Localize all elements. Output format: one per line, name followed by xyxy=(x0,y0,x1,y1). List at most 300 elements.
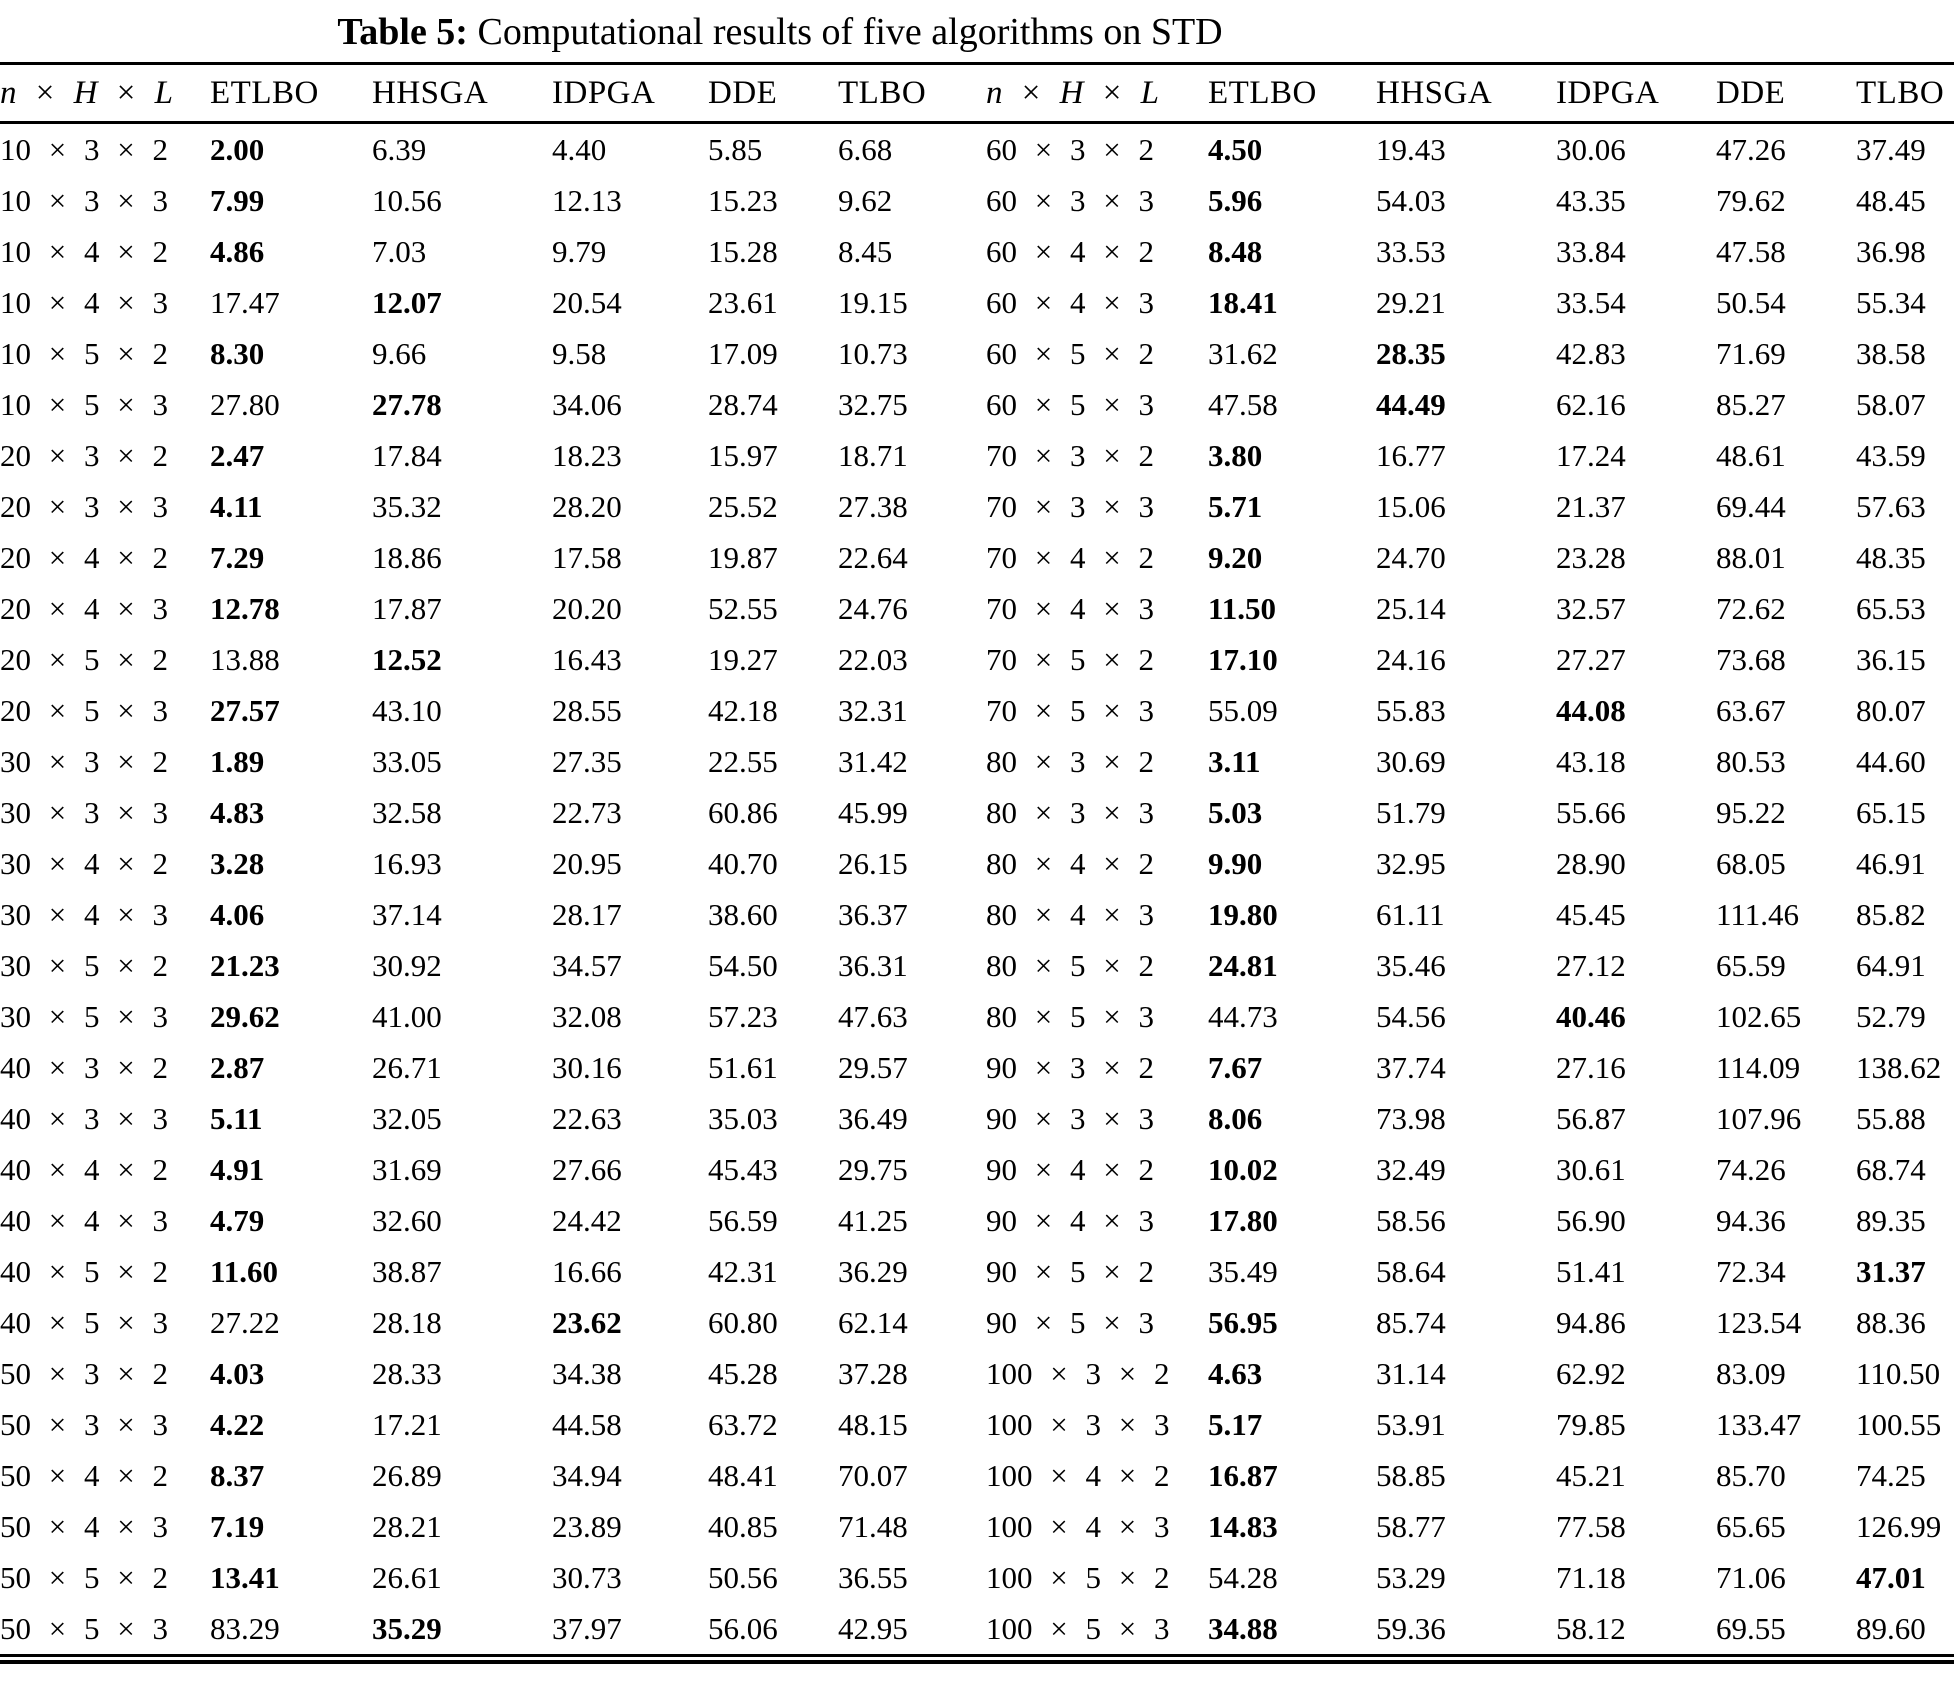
value-cell: 52.79 xyxy=(1856,998,1926,1034)
data-row xyxy=(0,175,1954,226)
value-cell: 89.35 xyxy=(1856,1202,1926,1238)
value-cell: 27.57 xyxy=(210,692,280,728)
value-cell: 16.66 xyxy=(552,1253,622,1289)
value-cell: 33.05 xyxy=(372,743,442,779)
value-cell: 21.37 xyxy=(1556,488,1626,524)
value-cell: 45.21 xyxy=(1556,1457,1626,1493)
value-cell: 45.28 xyxy=(708,1355,778,1391)
value-cell: 60.80 xyxy=(708,1304,778,1340)
value-cell: 8.30 xyxy=(210,335,265,371)
value-cell: 54.56 xyxy=(1376,998,1446,1034)
value-cell: 4.22 xyxy=(210,1406,265,1442)
value-cell: 62.14 xyxy=(838,1304,908,1340)
header-cell-algorithm: HHSGA xyxy=(372,64,552,123)
header-cell-algorithm: ETLBO xyxy=(1208,64,1376,123)
data-row xyxy=(0,532,1954,583)
value-cell: 17.47 xyxy=(210,284,280,320)
case-label-cell: 100 × 4 × 2 xyxy=(986,1457,1170,1493)
value-cell: 17.09 xyxy=(708,335,778,371)
value-cell: 30.73 xyxy=(552,1559,622,1595)
case-label-cell: 60 × 3 × 2 xyxy=(986,131,1154,167)
value-cell: 69.55 xyxy=(1716,1603,1856,1656)
value-cell: 51.61 xyxy=(708,1049,778,1085)
header-cell-algorithm: TLBO xyxy=(1856,64,1954,123)
value-cell: 4.03 xyxy=(210,1355,265,1391)
value-cell: 36.29 xyxy=(838,1253,908,1289)
data-row xyxy=(0,430,1954,481)
case-label-cell: 30 × 4 × 3 xyxy=(0,896,168,932)
value-cell: 79.85 xyxy=(1556,1406,1626,1442)
value-cell: 31.42 xyxy=(838,743,908,779)
case-label-cell: 100 × 5 × 2 xyxy=(986,1559,1170,1595)
value-cell: 4.91 xyxy=(210,1151,265,1187)
value-cell: 28.20 xyxy=(552,488,622,524)
data-row xyxy=(0,1501,1954,1552)
value-cell: 15.06 xyxy=(1376,488,1446,524)
value-cell: 22.63 xyxy=(552,1100,622,1136)
value-cell: 133.47 xyxy=(1716,1406,1802,1442)
value-cell: 12.07 xyxy=(372,284,442,320)
value-cell: 7.67 xyxy=(1208,1049,1263,1085)
data-row xyxy=(0,123,1954,176)
value-cell: 41.25 xyxy=(838,1202,908,1238)
header-cell-algorithm: IDPGA xyxy=(1556,64,1716,123)
case-label-cell: 20 × 3 × 2 xyxy=(0,437,168,473)
value-cell: 123.54 xyxy=(1716,1304,1802,1340)
value-cell: 36.31 xyxy=(838,947,908,983)
value-cell: 11.50 xyxy=(1208,590,1277,626)
value-cell: 40.46 xyxy=(1556,998,1626,1034)
case-label-cell: 60 × 4 × 2 xyxy=(986,233,1154,269)
value-cell: 95.22 xyxy=(1716,794,1786,830)
value-cell: 48.61 xyxy=(1716,437,1786,473)
case-label-cell: 30 × 5 × 3 xyxy=(0,998,168,1034)
value-cell: 2.00 xyxy=(210,131,265,167)
value-cell: 57.63 xyxy=(1856,488,1926,524)
value-cell: 5.17 xyxy=(1208,1406,1263,1442)
value-cell: 89.60 xyxy=(1856,1603,1954,1656)
value-cell: 19.27 xyxy=(708,641,778,677)
table-caption xyxy=(0,0,1954,60)
case-label-cell: 60 × 5 × 3 xyxy=(986,386,1154,422)
value-cell: 9.20 xyxy=(1208,539,1263,575)
value-cell: 7.19 xyxy=(210,1508,265,1544)
case-label-cell: 10 × 4 × 3 xyxy=(0,284,168,320)
value-cell: 32.31 xyxy=(838,692,908,728)
caption-text: Computational results of five algorithms on STD xyxy=(477,11,1223,53)
value-cell: 63.67 xyxy=(1716,692,1786,728)
value-cell: 19.43 xyxy=(1376,131,1446,167)
value-cell: 43.18 xyxy=(1556,743,1626,779)
value-cell: 4.79 xyxy=(210,1202,265,1238)
header-cell-algorithm: DDE xyxy=(1716,64,1856,123)
value-cell: 34.88 xyxy=(1208,1603,1376,1656)
value-cell: 19.80 xyxy=(1208,896,1278,932)
value-cell: 36.55 xyxy=(838,1559,908,1595)
value-cell: 58.85 xyxy=(1376,1457,1446,1493)
case-label-cell: 10 × 4 × 2 xyxy=(0,233,168,269)
value-cell: 40.85 xyxy=(708,1508,778,1544)
value-cell: 35.46 xyxy=(1376,947,1446,983)
value-cell: 71.06 xyxy=(1716,1559,1786,1595)
data-row xyxy=(0,1552,1954,1603)
value-cell: 16.93 xyxy=(372,845,442,881)
data-row xyxy=(0,1297,1954,1348)
value-cell: 12.78 xyxy=(210,590,280,626)
value-cell: 17.87 xyxy=(372,590,442,626)
value-cell: 28.35 xyxy=(1376,335,1446,371)
value-cell: 43.59 xyxy=(1856,437,1926,473)
value-cell: 94.86 xyxy=(1556,1304,1626,1340)
value-cell: 35.49 xyxy=(1208,1253,1278,1289)
value-cell: 32.95 xyxy=(1376,845,1446,881)
value-cell: 35.32 xyxy=(372,488,442,524)
value-cell: 79.62 xyxy=(1716,182,1786,218)
value-cell: 65.59 xyxy=(1716,947,1786,983)
value-cell: 44.49 xyxy=(1376,386,1446,422)
case-label-cell: 20 × 5 × 2 xyxy=(0,641,168,677)
value-cell: 32.05 xyxy=(372,1100,442,1136)
value-cell: 138.62 xyxy=(1856,1049,1942,1085)
value-cell: 3.28 xyxy=(210,845,265,881)
value-cell: 111.46 xyxy=(1716,896,1799,932)
value-cell: 114.09 xyxy=(1716,1049,1801,1085)
data-row xyxy=(0,838,1954,889)
case-label-cell: 50 × 4 × 3 xyxy=(0,1508,168,1544)
value-cell: 31.69 xyxy=(372,1151,442,1187)
case-label-cell: 80 × 3 × 2 xyxy=(986,743,1154,779)
value-cell: 5.11 xyxy=(210,1100,263,1136)
value-cell: 17.58 xyxy=(552,539,622,575)
value-cell: 64.91 xyxy=(1856,947,1926,983)
value-cell: 9.58 xyxy=(552,335,607,371)
data-row xyxy=(0,481,1954,532)
value-cell: 55.09 xyxy=(1208,692,1278,728)
value-cell: 88.01 xyxy=(1716,539,1786,575)
value-cell: 12.13 xyxy=(552,182,622,218)
case-label-cell: 100 × 4 × 3 xyxy=(986,1508,1170,1544)
value-cell: 33.54 xyxy=(1556,284,1626,320)
value-cell: 73.98 xyxy=(1376,1100,1446,1136)
value-cell: 11.60 xyxy=(210,1253,279,1289)
value-cell: 3.11 xyxy=(1208,743,1261,779)
data-row xyxy=(0,634,1954,685)
case-label-cell: 100 × 5 × 3 xyxy=(986,1603,1208,1656)
value-cell: 26.61 xyxy=(372,1559,442,1595)
case-label-cell: 50 × 3 × 2 xyxy=(0,1355,168,1391)
value-cell: 58.64 xyxy=(1376,1253,1446,1289)
value-cell: 42.18 xyxy=(708,692,778,728)
value-cell: 8.06 xyxy=(1208,1100,1263,1136)
value-cell: 32.57 xyxy=(1556,590,1626,626)
case-label-cell: 50 × 5 × 2 xyxy=(0,1559,168,1595)
value-cell: 47.01 xyxy=(1856,1559,1926,1595)
value-cell: 32.75 xyxy=(838,386,908,422)
value-cell: 28.90 xyxy=(1556,845,1626,881)
case-label-cell: 70 × 5 × 2 xyxy=(986,641,1154,677)
value-cell: 58.12 xyxy=(1556,1603,1716,1656)
value-cell: 19.15 xyxy=(838,284,908,320)
value-cell: 73.68 xyxy=(1716,641,1786,677)
value-cell: 58.77 xyxy=(1376,1508,1446,1544)
value-cell: 22.73 xyxy=(552,794,622,830)
value-cell: 55.83 xyxy=(1376,692,1446,728)
value-cell: 29.21 xyxy=(1376,284,1446,320)
value-cell: 50.56 xyxy=(708,1559,778,1595)
value-cell: 12.52 xyxy=(372,641,442,677)
value-cell: 15.97 xyxy=(708,437,778,473)
value-cell: 15.28 xyxy=(708,233,778,269)
value-cell: 53.91 xyxy=(1376,1406,1446,1442)
value-cell: 22.55 xyxy=(708,743,778,779)
value-cell: 27.66 xyxy=(552,1151,622,1187)
value-cell: 23.61 xyxy=(708,284,778,320)
header-cell-case: n × H × L xyxy=(986,64,1208,123)
value-cell: 4.06 xyxy=(210,896,265,932)
value-cell: 20.95 xyxy=(552,845,622,881)
value-cell: 55.66 xyxy=(1556,794,1626,830)
value-cell: 4.11 xyxy=(210,488,263,524)
data-row xyxy=(0,1195,1954,1246)
value-cell: 55.88 xyxy=(1856,1100,1926,1136)
value-cell: 25.14 xyxy=(1376,590,1446,626)
header-cell-algorithm: IDPGA xyxy=(552,64,708,123)
case-label-cell: 30 × 3 × 3 xyxy=(0,794,168,830)
value-cell: 65.65 xyxy=(1716,1508,1786,1544)
value-cell: 48.41 xyxy=(708,1457,778,1493)
value-cell: 9.90 xyxy=(1208,845,1263,881)
value-cell: 38.60 xyxy=(708,896,778,932)
value-cell: 6.39 xyxy=(372,131,427,167)
case-label-cell: 40 × 4 × 3 xyxy=(0,1202,168,1238)
value-cell: 15.23 xyxy=(708,182,778,218)
case-label-cell: 40 × 5 × 2 xyxy=(0,1253,168,1289)
value-cell: 22.03 xyxy=(838,641,908,677)
value-cell: 36.15 xyxy=(1856,641,1926,677)
value-cell: 42.95 xyxy=(838,1603,986,1656)
value-cell: 58.07 xyxy=(1856,386,1926,422)
value-cell: 44.08 xyxy=(1556,692,1626,728)
value-cell: 70.07 xyxy=(838,1457,908,1493)
value-cell: 56.59 xyxy=(708,1202,778,1238)
value-cell: 24.70 xyxy=(1376,539,1446,575)
value-cell: 34.94 xyxy=(552,1457,622,1493)
value-cell: 24.81 xyxy=(1208,947,1278,983)
case-label-cell: 60 × 5 × 2 xyxy=(986,335,1154,371)
value-cell: 69.44 xyxy=(1716,488,1786,524)
value-cell: 85.70 xyxy=(1716,1457,1786,1493)
value-cell: 16.87 xyxy=(1208,1457,1278,1493)
value-cell: 5.71 xyxy=(1208,488,1263,524)
value-cell: 80.07 xyxy=(1856,692,1926,728)
results-table xyxy=(0,62,1954,1657)
data-row xyxy=(0,736,1954,787)
data-row xyxy=(0,328,1954,379)
value-cell: 100.55 xyxy=(1856,1406,1942,1442)
data-row xyxy=(0,1603,1954,1656)
header-cell-case: n × H × L xyxy=(0,64,210,123)
value-cell: 25.52 xyxy=(708,488,778,524)
value-cell: 9.66 xyxy=(372,335,427,371)
case-label-cell: 90 × 5 × 2 xyxy=(986,1253,1154,1289)
value-cell: 13.88 xyxy=(210,641,280,677)
value-cell: 43.10 xyxy=(372,692,442,728)
value-cell: 4.40 xyxy=(552,131,607,167)
header-row xyxy=(0,64,1954,123)
value-cell: 37.74 xyxy=(1376,1049,1446,1085)
data-row xyxy=(0,583,1954,634)
case-label-cell: 60 × 4 × 3 xyxy=(986,284,1154,320)
value-cell: 83.29 xyxy=(210,1603,372,1656)
case-label-cell: 80 × 4 × 2 xyxy=(986,845,1154,881)
value-cell: 10.02 xyxy=(1208,1151,1278,1187)
value-cell: 37.49 xyxy=(1856,131,1926,167)
case-label-cell: 10 × 3 × 3 xyxy=(0,182,168,218)
value-cell: 3.80 xyxy=(1208,437,1263,473)
value-cell: 36.49 xyxy=(838,1100,908,1136)
case-label-cell: 90 × 4 × 3 xyxy=(986,1202,1154,1238)
value-cell: 54.28 xyxy=(1208,1559,1278,1595)
value-cell: 68.05 xyxy=(1716,845,1786,881)
value-cell: 9.62 xyxy=(838,182,893,218)
value-cell: 24.16 xyxy=(1376,641,1446,677)
data-row xyxy=(0,1348,1954,1399)
value-cell: 31.37 xyxy=(1856,1253,1926,1289)
value-cell: 30.69 xyxy=(1376,743,1446,779)
data-row xyxy=(0,889,1954,940)
value-cell: 10.73 xyxy=(838,335,908,371)
value-cell: 27.38 xyxy=(838,488,908,524)
case-label-cell: 20 × 4 × 3 xyxy=(0,590,168,626)
case-label-cell: 30 × 5 × 2 xyxy=(0,947,168,983)
value-cell: 5.85 xyxy=(708,131,763,167)
value-cell: 50.54 xyxy=(1716,284,1786,320)
value-cell: 62.16 xyxy=(1556,386,1626,422)
value-cell: 42.83 xyxy=(1556,335,1626,371)
value-cell: 54.50 xyxy=(708,947,778,983)
value-cell: 27.80 xyxy=(210,386,280,422)
value-cell: 28.74 xyxy=(708,386,778,422)
value-cell: 22.64 xyxy=(838,539,908,575)
value-cell: 28.18 xyxy=(372,1304,442,1340)
value-cell: 46.91 xyxy=(1856,845,1926,881)
value-cell: 33.84 xyxy=(1556,233,1626,269)
value-cell: 72.34 xyxy=(1716,1253,1786,1289)
value-cell: 27.27 xyxy=(1556,641,1626,677)
value-cell: 27.35 xyxy=(552,743,622,779)
case-label-cell: 10 × 3 × 2 xyxy=(0,131,168,167)
value-cell: 28.21 xyxy=(372,1508,442,1544)
case-label-cell: 100 × 3 × 2 xyxy=(986,1355,1170,1391)
case-label-cell: 90 × 5 × 3 xyxy=(986,1304,1154,1340)
case-label-cell: 40 × 4 × 2 xyxy=(0,1151,168,1187)
header-cell-algorithm: ETLBO xyxy=(210,64,372,123)
value-cell: 34.57 xyxy=(552,947,622,983)
value-cell: 18.86 xyxy=(372,539,442,575)
value-cell: 48.45 xyxy=(1856,182,1926,218)
value-cell: 23.89 xyxy=(552,1508,622,1544)
value-cell: 19.87 xyxy=(708,539,778,575)
value-cell: 21.23 xyxy=(210,947,280,983)
value-cell: 63.72 xyxy=(708,1406,778,1442)
value-cell: 47.63 xyxy=(838,998,908,1034)
case-label-cell: 40 × 5 × 3 xyxy=(0,1304,168,1340)
value-cell: 28.55 xyxy=(552,692,622,728)
value-cell: 7.03 xyxy=(372,233,427,269)
value-cell: 26.89 xyxy=(372,1457,442,1493)
value-cell: 8.48 xyxy=(1208,233,1263,269)
value-cell: 38.58 xyxy=(1856,335,1926,371)
value-cell: 44.60 xyxy=(1856,743,1926,779)
case-label-cell: 30 × 3 × 2 xyxy=(0,743,168,779)
value-cell: 94.36 xyxy=(1716,1202,1786,1238)
value-cell: 42.31 xyxy=(708,1253,778,1289)
value-cell: 43.35 xyxy=(1556,182,1626,218)
value-cell: 28.33 xyxy=(372,1355,442,1391)
case-label-cell: 20 × 5 × 3 xyxy=(0,692,168,728)
value-cell: 24.42 xyxy=(552,1202,622,1238)
value-cell: 31.62 xyxy=(1208,335,1278,371)
value-cell: 54.03 xyxy=(1376,182,1446,218)
value-cell: 23.28 xyxy=(1556,539,1626,575)
value-cell: 2.87 xyxy=(210,1049,265,1085)
value-cell: 34.06 xyxy=(552,386,622,422)
value-cell: 71.18 xyxy=(1556,1559,1626,1595)
value-cell: 27.22 xyxy=(210,1304,280,1340)
value-cell: 47.26 xyxy=(1716,131,1786,167)
value-cell: 60.86 xyxy=(708,794,778,830)
value-cell: 18.23 xyxy=(552,437,622,473)
case-label-cell: 40 × 3 × 3 xyxy=(0,1100,168,1136)
value-cell: 71.69 xyxy=(1716,335,1786,371)
value-cell: 59.36 xyxy=(1376,1603,1556,1656)
value-cell: 27.78 xyxy=(372,386,442,422)
value-cell: 4.86 xyxy=(210,233,265,269)
header-cell-algorithm: TLBO xyxy=(838,64,986,123)
value-cell: 58.56 xyxy=(1376,1202,1446,1238)
value-cell: 44.58 xyxy=(552,1406,622,1442)
value-cell: 52.55 xyxy=(708,590,778,626)
value-cell: 56.95 xyxy=(1208,1304,1278,1340)
case-label-cell: 80 × 5 × 3 xyxy=(986,998,1154,1034)
value-cell: 6.68 xyxy=(838,131,893,167)
value-cell: 30.06 xyxy=(1556,131,1626,167)
value-cell: 74.26 xyxy=(1716,1151,1786,1187)
value-cell: 31.14 xyxy=(1376,1355,1446,1391)
case-label-cell: 80 × 5 × 2 xyxy=(986,947,1154,983)
value-cell: 1.89 xyxy=(210,743,265,779)
value-cell: 13.41 xyxy=(210,1559,280,1595)
value-cell: 23.62 xyxy=(552,1304,622,1340)
case-label-cell: 40 × 3 × 2 xyxy=(0,1049,168,1085)
value-cell: 29.75 xyxy=(838,1151,908,1187)
value-cell: 4.63 xyxy=(1208,1355,1263,1391)
value-cell: 37.28 xyxy=(838,1355,908,1391)
data-row xyxy=(0,991,1954,1042)
data-row xyxy=(0,787,1954,838)
value-cell: 16.43 xyxy=(552,641,622,677)
value-cell: 30.61 xyxy=(1556,1151,1626,1187)
value-cell: 26.15 xyxy=(838,845,908,881)
data-row xyxy=(0,379,1954,430)
table-bottom-rule xyxy=(0,1660,1954,1664)
value-cell: 55.34 xyxy=(1856,284,1926,320)
value-cell: 7.29 xyxy=(210,539,265,575)
value-cell: 37.14 xyxy=(372,896,442,932)
table-head xyxy=(0,64,1954,123)
value-cell: 17.21 xyxy=(372,1406,442,1442)
value-cell: 30.92 xyxy=(372,947,442,983)
